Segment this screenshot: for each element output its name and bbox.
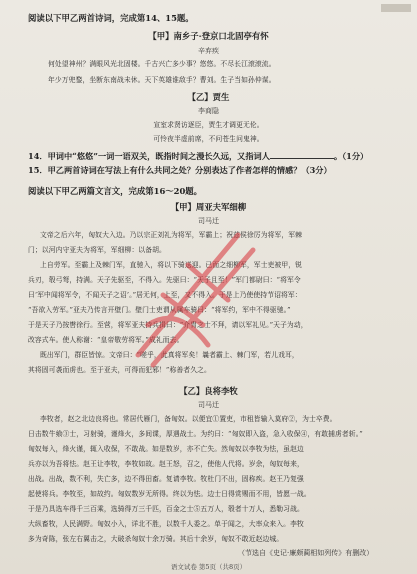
text-a-line: 既出军门，群臣皆惊。文帝曰：“嗟乎，此真将军矣！曩者霸上、棘门军，若儿戏耳， xyxy=(40,351,299,359)
poem-a-line-2: 年少万兜鍪，坐断东南战未休。天下英雄谁敌手？曹刘。生子当如孙仲谋。 xyxy=(48,76,276,84)
text-b-line: 匈奴每入，烽火谨，辄入收保，不敢战。如是数岁，亦不亡失。然匈奴以李牧为怯，虽赵边 xyxy=(28,445,304,453)
text-a-line: 于是天子乃按辔徐行。至营，将军亚夫持兵揖曰：“介胄之士不拜，请以军礼见。”天子为动， xyxy=(28,321,308,329)
text-a-line: 曰‘军中闻将军令，不闻天子之诏’。”居无何，上至，又不得入。于是上乃使使持节诏将军： xyxy=(28,291,302,299)
poem-b-author: 李商隐 xyxy=(198,107,219,115)
text-a-author: 司马迁 xyxy=(198,217,219,225)
text-a-title: 【甲】周亚夫军细柳 xyxy=(170,202,247,212)
question-15: 15．甲乙两首诗词在写法上有什么共同之处？分别表达了作者怎样的情感？（3分） xyxy=(28,165,332,175)
text-a-line: 其将固可袭而虏也。至于亚夫，可得而犯邪！”称善者久之。 xyxy=(28,366,211,374)
question-14-score: 。（1分） xyxy=(333,151,369,161)
text-a-line: 改容式车。使人称谢：“皇帝敬劳将军。”成礼而去。 xyxy=(28,336,184,344)
instruction-poems: 阅读以下甲乙两首诗词，完成第14、15题。 xyxy=(28,13,194,23)
poem-a-line-1: 何处望神州？满眼风光北固楼。千古兴亡多少事？悠悠。不尽长江滚滚流。 xyxy=(48,60,276,68)
text-a-line: 上自劳军。至霸上及棘门军，直驰入，将以下骑送迎。已而之细柳军，军士吏被甲，锐 xyxy=(40,261,303,269)
page-footer: 语文试卷 第5页（共8页） xyxy=(170,563,247,571)
answer-blank-14[interactable] xyxy=(270,150,334,159)
poem-a-author: 辛弃疾 xyxy=(198,47,219,55)
text-b-line: 兵亦以为吾将怯。赵王让李牧，李牧如故。赵王怒，召之，使他人代将。岁余，匈奴每来， xyxy=(28,460,304,468)
text-a-line: 文帝之后六年，匈奴大入边。乃以宗正刘礼为将军，军霸上；祝兹侯徐厉为将军，军棘 xyxy=(40,231,303,239)
poem-b-title: 【乙】贾生 xyxy=(187,92,230,102)
text-a-line: “吾欲入劳军。”亚夫乃传言开壁门。壁门士吏谓从属车骑曰：“将军约，军中不得驱驰。” xyxy=(28,306,291,314)
text-a-line: 兵刃，彀弓弩，持满。天子先驱至，不得入。先驱曰：“天子且至！”军门都尉曰：“将军令 xyxy=(28,276,301,284)
poem-a-title: 【甲】南乡子·登京口北固亭有怀 xyxy=(148,31,269,41)
poem-b-line-1: 宣室求贤访逐臣，贾生才调更无伦。 xyxy=(153,121,264,129)
question-14-text: 14．甲词中“悠悠”一词一语双关，既指时间之漫长久远，又指词人 xyxy=(28,151,270,161)
text-b-line: 大纵畜牧，人民满野。匈奴小入，详北不胜，以数千人委之。单于闻之，大率众来入。李牧 xyxy=(28,520,304,528)
corner-shadow xyxy=(381,4,411,12)
text-b-title: 【乙】良将李牧 xyxy=(179,386,238,396)
text-b-author: 司马迁 xyxy=(198,401,219,409)
source-note: （节选自《史记·廉颇蔺相如列传》有删改） xyxy=(238,549,374,557)
text-b-line: 多为奇陈，张左右翼击之，大破杀匈奴十余万骑。其后十余岁，匈奴不敢近赵边城。 xyxy=(28,535,284,543)
text-b-line: 出战。出战，数不利，失亡多，边不得田畜。复请李牧。牧杜门不出，固称疾。赵王乃复强 xyxy=(28,475,304,483)
text-b-line: 李牧者，赵之北边良将也。常居代雁门，备匈奴。以便宜①置吏，市租皆输入莫府②，为士卒费。 xyxy=(40,415,337,423)
text-b-line: 起使将兵。李牧至，如故约。匈奴数岁无所得。终以为怯。边士日得赏赐而不用，皆愿一战。 xyxy=(28,490,311,498)
poem-b-line-2: 可怜夜半虚前席，不问苍生问鬼神。 xyxy=(153,135,264,143)
text-a-line: 门；以河内守亚夫为将军，军细柳：以备胡。 xyxy=(28,246,166,254)
question-14 xyxy=(28,150,368,161)
instruction-classical: 阅读以下甲乙两篇文言文，完成第16～20题。 xyxy=(28,186,203,196)
text-b-line: 日击数牛飨③士，习射骑，谨烽火，多间谍，厚遇战士。为约曰：“匈奴即入盗，急入收保④，有敢捕虏者斩。” xyxy=(28,430,363,438)
text-b-line: 于是乃具选车得千三百乘，选骑得万三千匹，百金之士⑤五万人，彀者十万人，悉勒习战。 xyxy=(28,505,304,513)
